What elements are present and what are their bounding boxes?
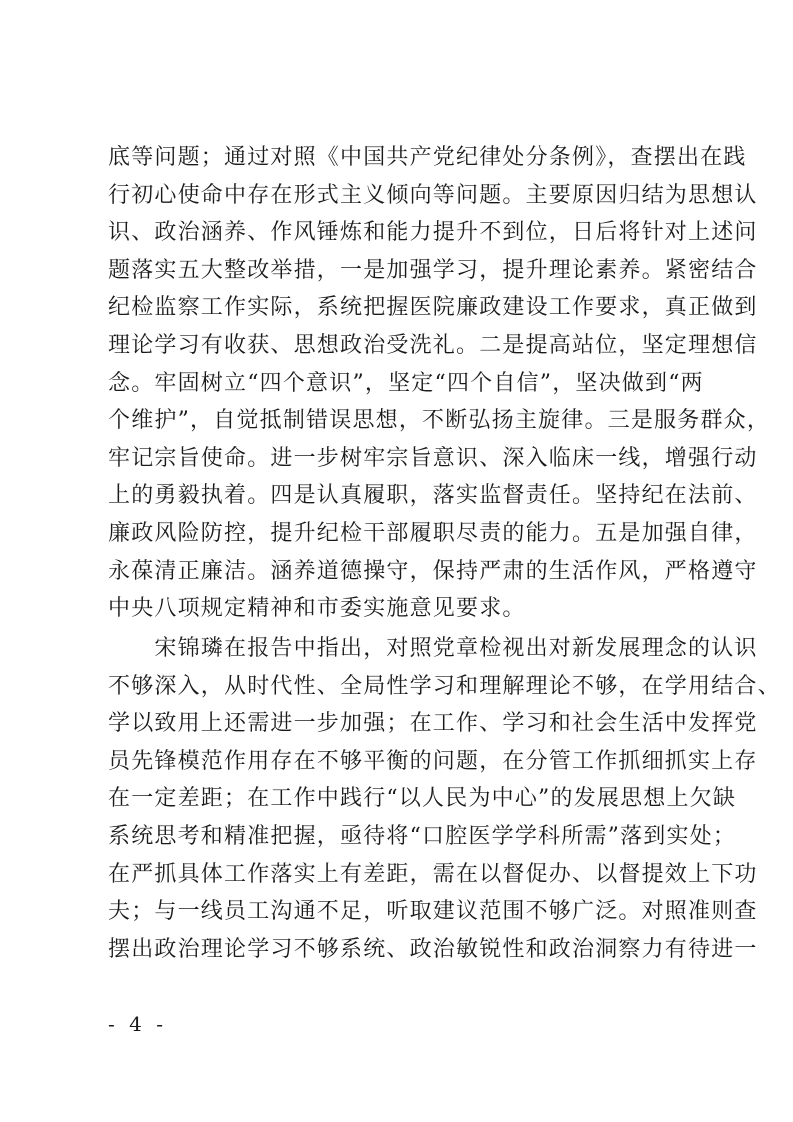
text-line: 不够深入，从时代性、全局性学习和理解理论不够，在学用结合、 xyxy=(108,673,781,699)
text-line: 底等问题；通过对照《中国共产党纪律处分条例》，查摆出在践 xyxy=(108,145,747,170)
text-line: 识、政治涵养、作风锤炼和能力提升不到位，日后将针对上述问 xyxy=(108,220,758,246)
text-line: 摆出政治理论学习不够系统、政治敏锐性和政治洞察力有待进一 xyxy=(108,936,758,962)
text-line: 员先锋模范作用存在不够平衡的问题，在分管工作抓细抓实上存 xyxy=(108,748,758,774)
text-line: 在严抓具体工作落实上有差距，需在以督促办、以督提效上下功 xyxy=(108,861,758,887)
text-line: 念。牢固树立“四个意识”，坚定“四个自信”，坚决做到“两 xyxy=(108,370,704,396)
text-line: 宋锦璘在报告中指出，对照党章检视出对新发展理念的认识 xyxy=(108,636,758,661)
text-line: 系统思考和精准把握，亟待将“口腔医学学科所需”落到实处； xyxy=(108,823,737,849)
text-line: 学以致用上还需进一步加强；在工作、学习和社会生活中发挥党 xyxy=(108,711,758,737)
paragraph-1 xyxy=(108,139,771,628)
text-line: 上的勇毅执着。四是认真履职，落实监督责任。坚持纪在法前、 xyxy=(108,483,758,509)
text-line: 题落实五大整改举措，一是加强学习，提升理论素养。紧密结合 xyxy=(108,257,758,283)
text-line: 夫；与一线员工沟通不足，听取建议范围不够广泛。对照准则查 xyxy=(108,899,758,925)
paragraph-2 xyxy=(108,630,781,968)
text-line: 中央八项规定精神和市委实施意见要求。 xyxy=(108,596,526,622)
text-line: 行初心使命中存在形式主义倾向等问题。主要原因归结为思想认 xyxy=(108,182,758,208)
text-line: 永葆清正廉洁。涵养道德操守，保持严肃的生活作风，严格遵守 xyxy=(108,558,758,584)
text-line: 理论学习有收获、思想政治受洗礼。二是提高站位，坚定理想信 xyxy=(108,332,758,358)
text-line: 廉政风险防控，提升纪检干部履职尽责的能力。五是加强自律， xyxy=(108,520,758,546)
text-line: 个维护”，自觉抵制错误思想，不断弘扬主旋律。三是服务群众， xyxy=(108,408,771,434)
text-line: 牢记宗旨使命。进一步树牢宗旨意识、深入临床一线，增强行动 xyxy=(108,445,758,471)
page-number: - 4 - xyxy=(108,1012,167,1036)
text-line: 在一定差距；在工作中践行“以人民为中心”的发展思想上欠缺 xyxy=(108,786,737,812)
text-line: 纪检监察工作实际，系统把握医院廉政建设工作要求，真正做到 xyxy=(108,295,758,321)
